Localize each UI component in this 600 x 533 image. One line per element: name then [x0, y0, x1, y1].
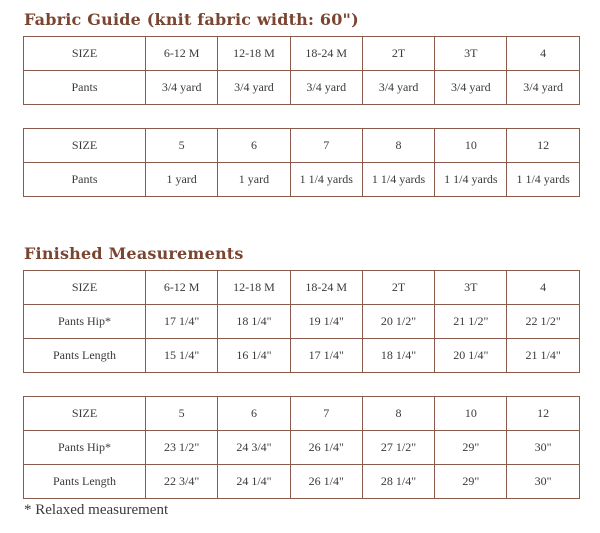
- fabric-guide-table-2: [23, 128, 580, 197]
- value-cell: 22 1/2": [507, 305, 579, 339]
- row-header-cell: SIZE: [24, 129, 146, 163]
- size-cell: 10: [435, 129, 507, 163]
- size-cell: 5: [146, 397, 218, 431]
- size-cell: 7: [290, 397, 362, 431]
- value-cell: 3/4 yard: [290, 71, 362, 105]
- value-cell: 1 1/4 yards: [362, 163, 434, 197]
- table-row: [24, 129, 580, 163]
- size-cell: 4: [507, 37, 579, 71]
- table-row: [24, 71, 580, 105]
- table-row: [24, 163, 580, 197]
- size-cell: 12: [507, 129, 579, 163]
- row-header-cell: Pants Hip*: [24, 305, 146, 339]
- value-cell: 24 3/4": [218, 431, 290, 465]
- size-cell: 3T: [435, 37, 507, 71]
- value-cell: 3/4 yard: [507, 71, 579, 105]
- table-row: [24, 431, 580, 465]
- finished-measurements-heading: Finished Measurements: [24, 244, 244, 263]
- value-cell: 1 yard: [218, 163, 290, 197]
- value-cell: 1 1/4 yards: [290, 163, 362, 197]
- fabric-guide-table-1: [23, 36, 580, 105]
- value-cell: 15 1/4": [146, 339, 218, 373]
- size-cell: 8: [362, 129, 434, 163]
- measurements-table-2: [23, 396, 580, 499]
- row-header-cell: SIZE: [24, 37, 146, 71]
- value-cell: 1 yard: [146, 163, 218, 197]
- size-cell: 5: [146, 129, 218, 163]
- value-cell: 21 1/4": [507, 339, 579, 373]
- value-cell: 27 1/2": [362, 431, 434, 465]
- table-row: [24, 339, 580, 373]
- table-row: [24, 271, 580, 305]
- size-cell: 6-12 M: [146, 37, 218, 71]
- table-row: [24, 37, 580, 71]
- table-row: [24, 397, 580, 431]
- value-cell: 30": [507, 431, 579, 465]
- value-cell: 3/4 yard: [435, 71, 507, 105]
- size-cell: 7: [290, 129, 362, 163]
- value-cell: 30": [507, 465, 579, 499]
- value-cell: 18 1/4": [218, 305, 290, 339]
- value-cell: 20 1/4": [435, 339, 507, 373]
- row-header-cell: Pants: [24, 163, 146, 197]
- row-header-cell: SIZE: [24, 271, 146, 305]
- value-cell: 3/4 yard: [362, 71, 434, 105]
- value-cell: 22 3/4": [146, 465, 218, 499]
- row-header-cell: Pants Length: [24, 465, 146, 499]
- value-cell: 20 1/2": [362, 305, 434, 339]
- value-cell: 1 1/4 yards: [435, 163, 507, 197]
- value-cell: 24 1/4": [218, 465, 290, 499]
- value-cell: 28 1/4": [362, 465, 434, 499]
- value-cell: 29": [435, 431, 507, 465]
- size-cell: 6-12 M: [146, 271, 218, 305]
- value-cell: 26 1/4": [290, 431, 362, 465]
- value-cell: 17 1/4": [290, 339, 362, 373]
- value-cell: 17 1/4": [146, 305, 218, 339]
- size-cell: 6: [218, 129, 290, 163]
- row-header-cell: Pants Length: [24, 339, 146, 373]
- size-cell: 18-24 M: [290, 271, 362, 305]
- footnote: * Relaxed measurement: [24, 502, 169, 518]
- measurements-table-1: [23, 270, 580, 373]
- value-cell: 18 1/4": [362, 339, 434, 373]
- size-cell: 6: [218, 397, 290, 431]
- size-cell: 3T: [435, 271, 507, 305]
- size-cell: 2T: [362, 271, 434, 305]
- size-cell: 18-24 M: [290, 37, 362, 71]
- value-cell: 16 1/4": [218, 339, 290, 373]
- size-cell: 12-18 M: [218, 271, 290, 305]
- value-cell: 21 1/2": [435, 305, 507, 339]
- size-cell: 12-18 M: [218, 37, 290, 71]
- value-cell: 26 1/4": [290, 465, 362, 499]
- value-cell: 3/4 yard: [218, 71, 290, 105]
- row-header-cell: SIZE: [24, 397, 146, 431]
- row-header-cell: Pants Hip*: [24, 431, 146, 465]
- size-cell: 8: [362, 397, 434, 431]
- table-row: [24, 465, 580, 499]
- size-cell: 4: [507, 271, 579, 305]
- size-cell: 12: [507, 397, 579, 431]
- fabric-guide-heading: Fabric Guide (knit fabric width: 60"): [24, 10, 359, 29]
- value-cell: 29": [435, 465, 507, 499]
- size-cell: 2T: [362, 37, 434, 71]
- row-header-cell: Pants: [24, 71, 146, 105]
- table-row: [24, 305, 580, 339]
- value-cell: 23 1/2": [146, 431, 218, 465]
- size-cell: 10: [435, 397, 507, 431]
- value-cell: 1 1/4 yards: [507, 163, 579, 197]
- value-cell: 19 1/4": [290, 305, 362, 339]
- value-cell: 3/4 yard: [146, 71, 218, 105]
